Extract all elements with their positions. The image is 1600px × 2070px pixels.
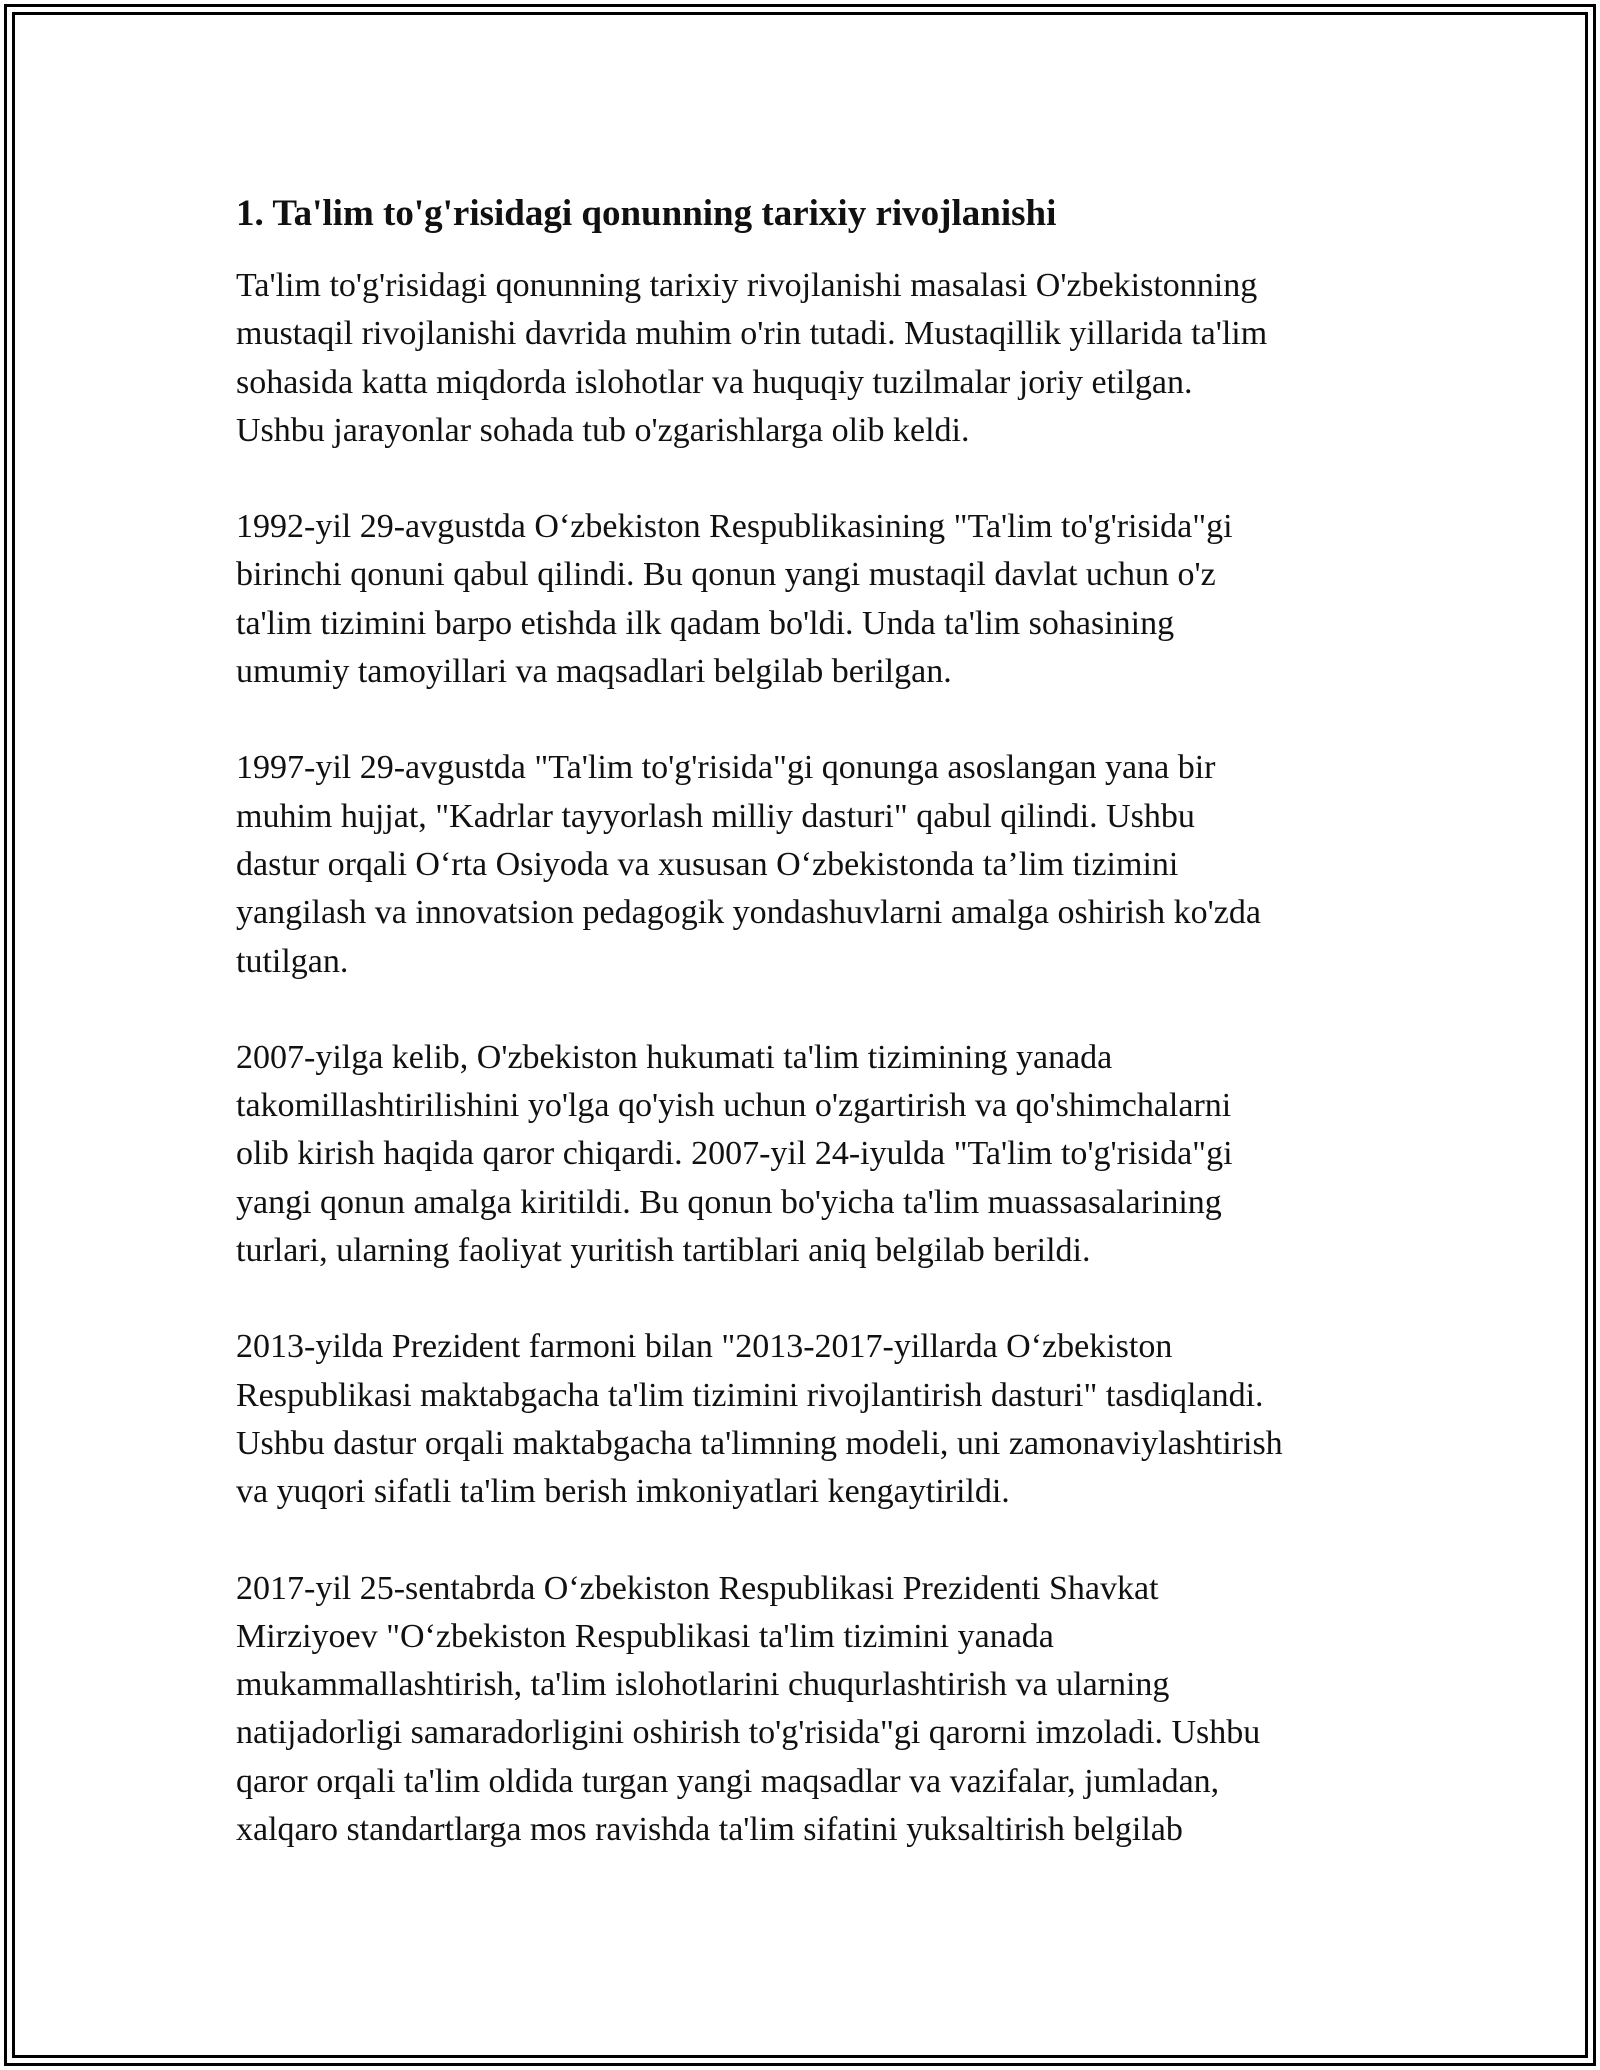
text-line: 2017-yil 25-sentabrda O‘zbekiston Respublikasi Prezidenti Shavkat xyxy=(236,1569,1159,1607)
text-line: muhim hujjat, "Kadrlar tayyorlash milliy dasturi" qabul qilindi. Ushbu xyxy=(236,797,1195,835)
text-line: 2007-yilga kelib, O'zbekiston hukumati ta'lim tizimining yanada xyxy=(236,1038,1113,1076)
paragraph-2013 xyxy=(236,1323,1386,1516)
text-line: turlari, ularning faoliyat yuritish tartiblari aniq belgilab berildi. xyxy=(236,1232,1091,1270)
text-line: yangilash va innovatsion pedagogik yondashuvlarni amalga oshirish ko'zda xyxy=(236,894,1261,932)
text-line: Mirziyoev "O‘zbekiston Respublikasi ta'lim tizimini yanada xyxy=(236,1617,1054,1655)
text-line: Ushbu jarayonlar sohada tub o'zgarishlarga olib keldi. xyxy=(236,411,970,449)
text-line: natijadorligi samaradorligini oshirish to'g'risida"gi qarorni imzoladi. Ushbu xyxy=(236,1714,1261,1752)
paragraph-2007 xyxy=(236,1034,1386,1275)
text-line: Ushbu dastur orqali maktabgacha ta'limning modeli, uni zamonaviylashtirish xyxy=(236,1424,1283,1462)
text-line: takomillashtirilishini yo'lga qo'yish uchun o'zgartirish va qo'shimchalarni xyxy=(236,1087,1232,1125)
text-line: mukammallashtirish, ta'lim islohotlarini chuqurlashtirish va ularning xyxy=(236,1666,1170,1704)
text-line: Ta'lim to'g'risidagi qonunning tarixiy rivojlanishi masalasi O'zbekistonning xyxy=(236,267,1258,304)
text-line: va yuqori sifatli ta'lim berish imkoniyatlari kengaytirildi. xyxy=(236,1473,1010,1511)
text-line: ta'lim tizimini barpo etishda ilk qadam bo'ldi. Unda ta'lim sohasining xyxy=(236,604,1175,642)
section-title: 1. Ta'lim to'g'risidagi qonunning tarixiy rivojlanishi xyxy=(236,193,1057,234)
text-line: yangi qonun amalga kiritildi. Bu qonun bo'yicha ta'lim muassasalarining xyxy=(236,1183,1222,1221)
text-line: Respublikasi maktabgacha ta'lim tizimini rivojlantirish dasturi" tasdiqlandi. xyxy=(236,1376,1264,1414)
text-line: dastur orqali O‘rta Osiyoda va xususan O‘zbekistonda ta’lim tizimini xyxy=(236,845,1179,883)
text-line: xalqaro standartlarga mos ravishda ta'lim sifatini yuksaltirish belgilab xyxy=(236,1811,1183,1849)
paragraph-1992 xyxy=(236,503,1386,696)
text-line: umumiy tamoyillari va maqsadlari belgilab berilgan. xyxy=(236,653,952,691)
text-line: 1997-yil 29-avgustda "Ta'lim to'g'risida"gi qonunga asoslangan yana bir xyxy=(236,749,1216,787)
text-line: olib kirish haqida qaror chiqardi. 2007-yil 24-iyulda "Ta'lim to'g'risida"gi xyxy=(236,1135,1233,1173)
paragraph-1997 xyxy=(236,744,1386,985)
paragraph-2017 xyxy=(236,1565,1386,1855)
document-body xyxy=(236,188,1386,1902)
text-line: 2013-yilda Prezident farmoni bilan "2013-2017-yillarda O‘zbekiston xyxy=(236,1328,1173,1366)
text-line: sohasida katta miqdorda islohotlar va huquqiy tuzilmalar joriy etilgan. xyxy=(236,363,1193,401)
text-line: mustaqil rivojlanishi davrida muhim o'rin tutadi. Mustaqillik yillarida ta'lim xyxy=(236,315,1268,353)
text-line: 1992-yil 29-avgustda O‘zbekiston Respublikasining "Ta'lim to'g'risida"gi xyxy=(236,508,1233,546)
text-line: tutilgan. xyxy=(236,942,349,980)
text-line: birinchi qonuni qabul qilindi. Bu qonun yangi mustaqil davlat uchun o'z xyxy=(236,556,1216,594)
text-line: qaror orqali ta'lim oldida turgan yangi maqsadlar va vazifalar, jumladan, xyxy=(236,1762,1220,1800)
paragraph-intro xyxy=(236,262,1386,455)
